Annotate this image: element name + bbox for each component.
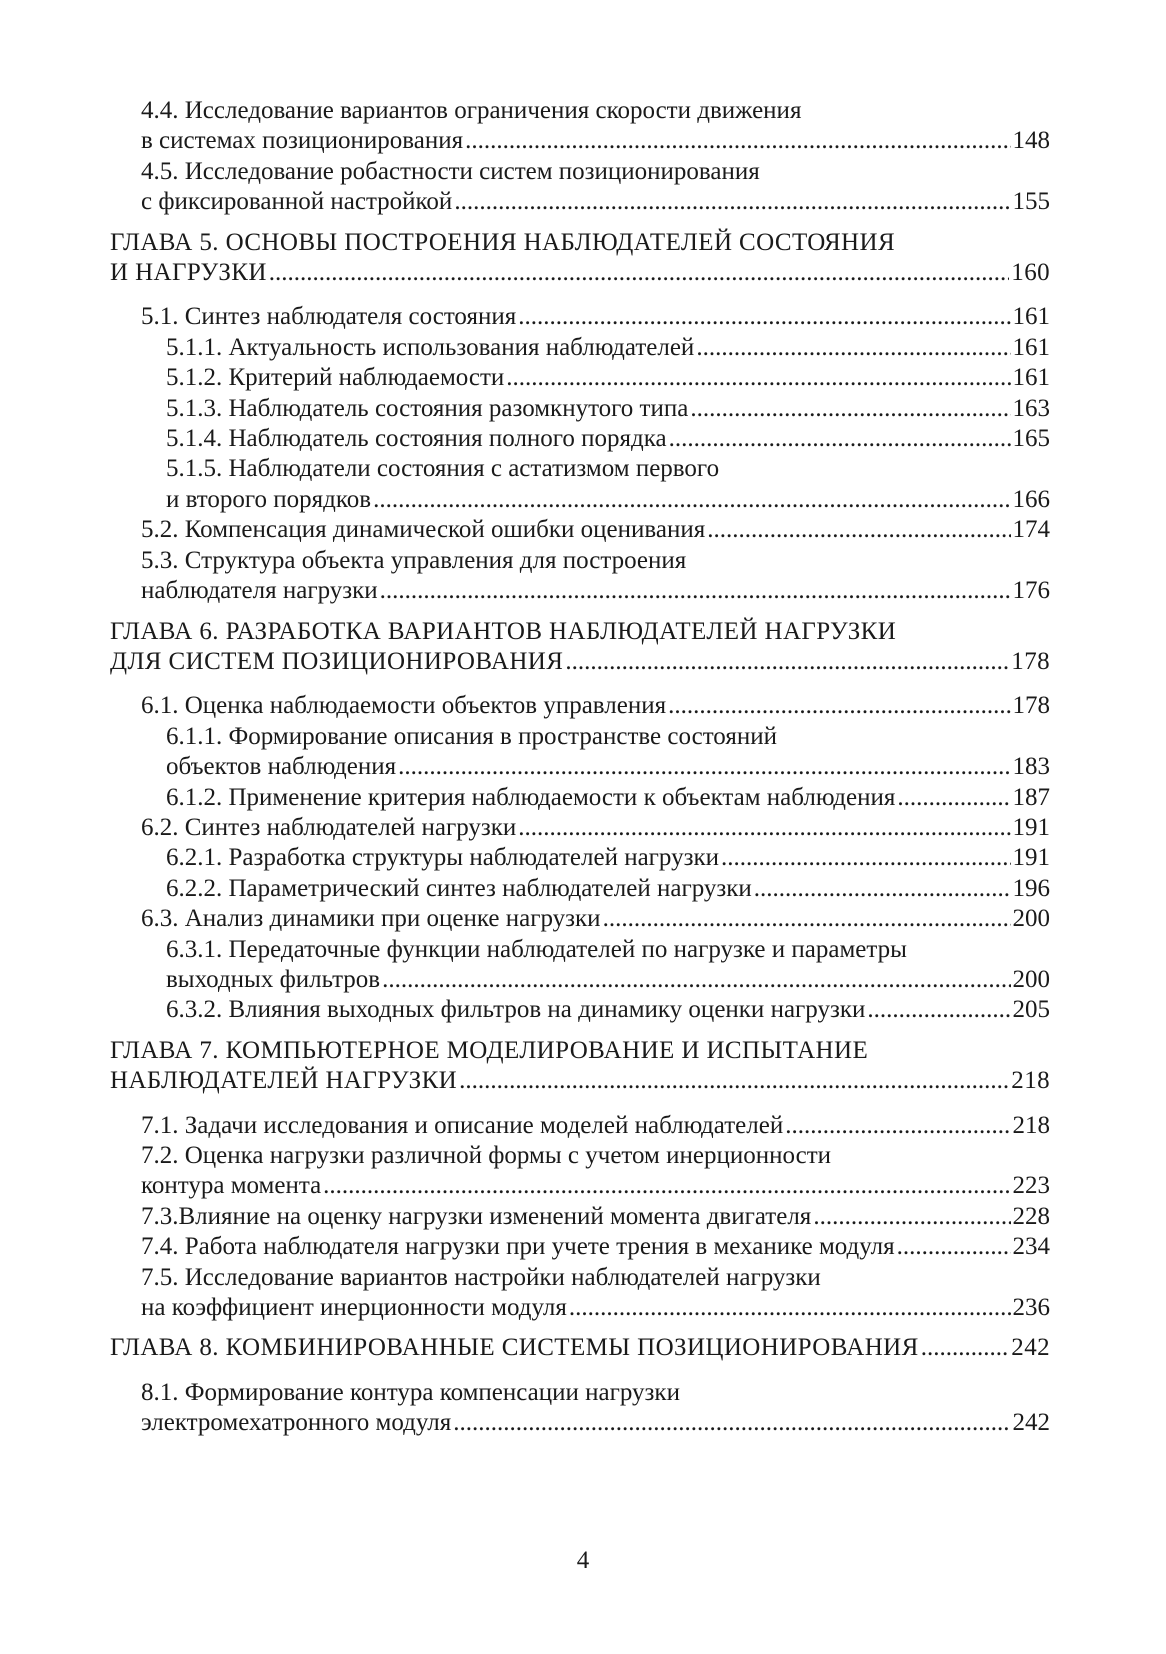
- toc-entry-title: 7.4. Работа наблюдателя нагрузки при учете трения в механике модуля: [141, 1233, 895, 1261]
- toc-entry-title: 6.2. Синтез наблюдателей нагрузки: [141, 813, 517, 841]
- toc-entry-title: 6.1.2. Применение критерия наблюдаемости к объектам наблюдения: [166, 783, 896, 811]
- toc-entry-title: в системах позиционирования: [141, 127, 464, 155]
- dot-leader: [867, 995, 1010, 1025]
- toc-entry-title: контура момента: [141, 1172, 322, 1200]
- dot-leader: [382, 965, 1010, 995]
- toc-line: [166, 995, 1050, 1025]
- toc-entry: [0, 722, 1166, 783]
- toc-page-number: 163: [1012, 394, 1050, 422]
- toc-entry-title: 6.3. Анализ динамики при оценке нагрузки: [141, 905, 601, 933]
- toc-entry-title: 7.2. Оценка нагрузки различной формы с учетом инерционности: [141, 1142, 832, 1169]
- toc-page-number: 228: [1012, 1202, 1050, 1230]
- toc-entry-title: 5.1.5. Наблюдатели состояния с астатизмом первого: [166, 455, 720, 483]
- toc-line: [141, 1263, 1050, 1293]
- dot-leader: [506, 363, 1010, 393]
- toc-page-number: 242: [1011, 1334, 1050, 1362]
- toc-entry: [0, 813, 1166, 843]
- toc-page-number: 242: [1012, 1409, 1050, 1437]
- toc-entry-title: на коэффициент инерционности модуля: [141, 1294, 567, 1322]
- toc-entry-title: 5.1.4. Наблюдатель состояния полного порядка: [166, 425, 667, 453]
- toc-page-number: 234: [1012, 1233, 1050, 1261]
- toc-page-number: 223: [1012, 1172, 1050, 1200]
- toc-entry-title: 7.1. Задачи исследования и описание моделей наблюдателей: [141, 1111, 784, 1139]
- dot-leader: [669, 424, 1011, 454]
- dot-leader: [323, 1171, 1010, 1201]
- toc-entry-title: 7.3.Влияние на оценку нагрузки изменений момента двигателя: [141, 1202, 812, 1230]
- toc-entry-title: ГЛАВА 7. КОМПЬЮТЕРНОЕ МОДЕЛИРОВАНИЕ И ИСПЫТАНИЕ: [110, 1036, 869, 1064]
- table-of-contents: [0, 96, 1166, 1439]
- dot-leader: [398, 752, 1010, 782]
- toc-line: [166, 485, 1050, 515]
- toc-entry: [0, 546, 1166, 607]
- toc-entry-title: 5.1.3. Наблюдатель состояния разомкнутого типа: [166, 394, 689, 422]
- dot-leader: [373, 485, 1010, 515]
- dot-leader: [465, 126, 1010, 156]
- toc-page-number: 200: [1012, 905, 1050, 933]
- toc-line: [166, 424, 1050, 454]
- toc-line: [166, 454, 1050, 484]
- toc-line: [141, 904, 1050, 934]
- toc-entry-title: выходных фильтров: [166, 965, 381, 993]
- toc-entry-title: 6.1.1. Формирование описания в пространстве состояний: [166, 722, 777, 750]
- toc-chapter: [0, 1036, 1166, 1097]
- toc-line: [141, 187, 1050, 217]
- toc-page-number: 218: [1012, 1111, 1050, 1139]
- toc-page-number: 236: [1012, 1294, 1050, 1322]
- toc-entry-title: 6.3.2. Влияния выходных фильтров на динамику оценки нагрузки: [166, 996, 866, 1024]
- toc-line: [141, 1293, 1050, 1323]
- toc-line: [141, 1202, 1050, 1232]
- dot-leader: [813, 1202, 1010, 1232]
- toc-entry-title: 6.1. Оценка наблюдаемости объектов управления: [141, 692, 667, 720]
- dot-leader: [453, 1408, 1010, 1438]
- toc-entry-title: ДЛЯ СИСТЕМ ПОЗИЦИОНИРОВАНИЯ: [110, 647, 564, 675]
- dot-leader: [696, 333, 1010, 363]
- toc-entry: [0, 157, 1166, 218]
- toc-line: [141, 157, 1050, 187]
- toc-entry-title: и второго порядков: [166, 485, 372, 513]
- toc-entry: [0, 96, 1166, 157]
- dot-leader: [459, 1066, 1009, 1096]
- toc-chapter: [0, 1333, 1166, 1363]
- toc-page-number: 161: [1012, 333, 1050, 361]
- toc-entry: [0, 904, 1166, 934]
- toc-line: [166, 935, 1050, 965]
- toc-entry: [0, 1263, 1166, 1324]
- dot-leader: [897, 783, 1010, 813]
- dot-leader: [565, 647, 1009, 677]
- dot-leader: [690, 394, 1010, 424]
- toc-page-number: 191: [1012, 813, 1050, 841]
- toc-line: [141, 813, 1050, 843]
- toc-entry: [0, 333, 1166, 363]
- dot-leader: [518, 302, 1010, 332]
- toc-page-number: 178: [1011, 647, 1050, 675]
- toc-entry-title: 6.3.1. Передаточные функции наблюдателей по нагрузке и параметры: [166, 935, 907, 963]
- dot-leader: [754, 874, 1011, 904]
- toc-chapter: [0, 228, 1166, 289]
- toc-entry: [0, 691, 1166, 721]
- toc-entry: [0, 1378, 1166, 1439]
- toc-entry-title: 6.2.2. Параметрический синтез наблюдателей нагрузки: [166, 874, 752, 902]
- toc-page-number: 161: [1012, 303, 1050, 331]
- toc-line: [110, 647, 1050, 677]
- toc-line: [166, 752, 1050, 782]
- toc-line: [166, 843, 1050, 873]
- toc-entry-title: с фиксированной настройкой: [141, 188, 453, 216]
- toc-entry: [0, 302, 1166, 332]
- toc-entry: [0, 394, 1166, 424]
- toc-line: [141, 1171, 1050, 1201]
- toc-entry: [0, 1141, 1166, 1202]
- toc-page-number: 174: [1012, 516, 1050, 544]
- dot-leader: [668, 691, 1010, 721]
- toc-line: [141, 576, 1050, 606]
- toc-line: [141, 1378, 1050, 1408]
- toc-entry-title: ГЛАВА 6. РАЗРАБОТКА ВАРИАНТОВ НАБЛЮДАТЕЛЕЙ НАГРУЗКИ: [110, 617, 897, 645]
- toc-line: [141, 1232, 1050, 1262]
- dot-leader: [707, 515, 1010, 545]
- toc-entry-title: НАБЛЮДАТЕЛЕЙ НАГРУЗКИ: [110, 1067, 458, 1095]
- toc-entry: [0, 1232, 1166, 1262]
- toc-line: [110, 258, 1050, 288]
- toc-line: [141, 1111, 1050, 1141]
- toc-page-number: 165: [1012, 425, 1050, 453]
- toc-entry: [0, 783, 1166, 813]
- toc-entry-title: 7.5. Исследование вариантов настройки наблюдателей нагрузки: [141, 1263, 821, 1291]
- toc-entry-title: 6.2.1. Разработка структуры наблюдателей нагрузки: [166, 844, 720, 872]
- toc-page-number: 205: [1012, 996, 1050, 1024]
- toc-line: [166, 722, 1050, 752]
- toc-line: [141, 1141, 1050, 1171]
- toc-entry: [0, 1111, 1166, 1141]
- toc-line: [166, 874, 1050, 904]
- toc-entry-title: 5.3. Структура объекта управления для построения: [141, 546, 687, 574]
- toc-chapter: [0, 617, 1166, 678]
- toc-page-number: 183: [1012, 753, 1050, 781]
- toc-line: [110, 617, 1050, 647]
- toc-line: [166, 783, 1050, 813]
- toc-page-number: 218: [1011, 1067, 1050, 1095]
- toc-page-number: 200: [1012, 965, 1050, 993]
- toc-page-number: 160: [1011, 259, 1050, 287]
- dot-leader: [518, 813, 1010, 843]
- dot-leader: [380, 576, 1011, 606]
- toc-entry: [0, 515, 1166, 545]
- dot-leader: [785, 1111, 1010, 1141]
- dot-leader: [454, 187, 1010, 217]
- toc-entry-title: 5.1. Синтез наблюдателя состояния: [141, 303, 517, 331]
- toc-entry-title: 4.4. Исследование вариантов ограничения скорости движения: [141, 97, 802, 124]
- toc-line: [141, 96, 1050, 126]
- toc-entry: [0, 935, 1166, 996]
- toc-line: [141, 691, 1050, 721]
- toc-page-number: 176: [1012, 577, 1050, 605]
- dot-leader: [897, 1232, 1011, 1262]
- toc-entry: [0, 1202, 1166, 1232]
- toc-entry-title: 5.1.2. Критерий наблюдаемости: [166, 364, 505, 392]
- dot-leader: [721, 843, 1010, 873]
- dot-leader: [921, 1333, 1010, 1363]
- toc-line: [166, 333, 1050, 363]
- toc-line: [141, 515, 1050, 545]
- toc-entry: [0, 424, 1166, 454]
- toc-page-number: 161: [1012, 364, 1050, 392]
- toc-page-number: 155: [1012, 188, 1050, 216]
- toc-line: [141, 126, 1050, 156]
- dot-leader: [603, 904, 1011, 934]
- dot-leader: [569, 1293, 1011, 1323]
- page-number: 4: [576, 1547, 590, 1574]
- toc-entry-title: 5.2. Компенсация динамической ошибки оценивания: [141, 516, 706, 544]
- toc-entry-title: объектов наблюдения: [166, 753, 397, 781]
- toc-entry-title: 4.5. Исследование робастности систем позиционирования: [141, 157, 760, 185]
- toc-page-number: 191: [1012, 844, 1050, 872]
- toc-entry: [0, 843, 1166, 873]
- toc-page-number: 148: [1012, 127, 1050, 155]
- toc-line: [110, 228, 1050, 258]
- toc-entry-title: электромехатронного модуля: [141, 1409, 452, 1437]
- toc-entry-title: 5.1.1. Актуальность использования наблюдателей: [166, 333, 695, 361]
- toc-line: [141, 302, 1050, 332]
- toc-entry: [0, 874, 1166, 904]
- toc-entry: [0, 363, 1166, 393]
- toc-entry-title: ГЛАВА 8. КОМБИНИРОВАННЫЕ СИСТЕМЫ ПОЗИЦИОНИРОВАНИЯ: [110, 1334, 919, 1362]
- toc-line: [166, 363, 1050, 393]
- toc-line: [110, 1066, 1050, 1096]
- dot-leader: [269, 258, 1010, 288]
- toc-entry: [0, 995, 1166, 1025]
- toc-entry-title: ГЛАВА 5. ОСНОВЫ ПОСТРОЕНИЯ НАБЛЮДАТЕЛЕЙ СОСТОЯНИЯ: [110, 228, 896, 256]
- toc-line: [141, 546, 1050, 576]
- toc-line: [141, 1408, 1050, 1438]
- toc-line: [110, 1333, 1050, 1363]
- toc-line: [110, 1036, 1050, 1066]
- toc-line: [166, 394, 1050, 424]
- toc-page-number: 187: [1012, 783, 1050, 811]
- toc-page-number: 166: [1012, 485, 1050, 513]
- toc-entry-title: наблюдателя нагрузки: [141, 577, 378, 605]
- toc-entry: [0, 454, 1166, 515]
- toc-page-number: 178: [1012, 692, 1050, 720]
- toc-entry-title: 8.1. Формирование контура компенсации нагрузки: [141, 1378, 680, 1406]
- toc-page-number: 196: [1012, 874, 1050, 902]
- toc-entry-title: И НАГРУЗКИ: [110, 259, 267, 287]
- toc-line: [166, 965, 1050, 995]
